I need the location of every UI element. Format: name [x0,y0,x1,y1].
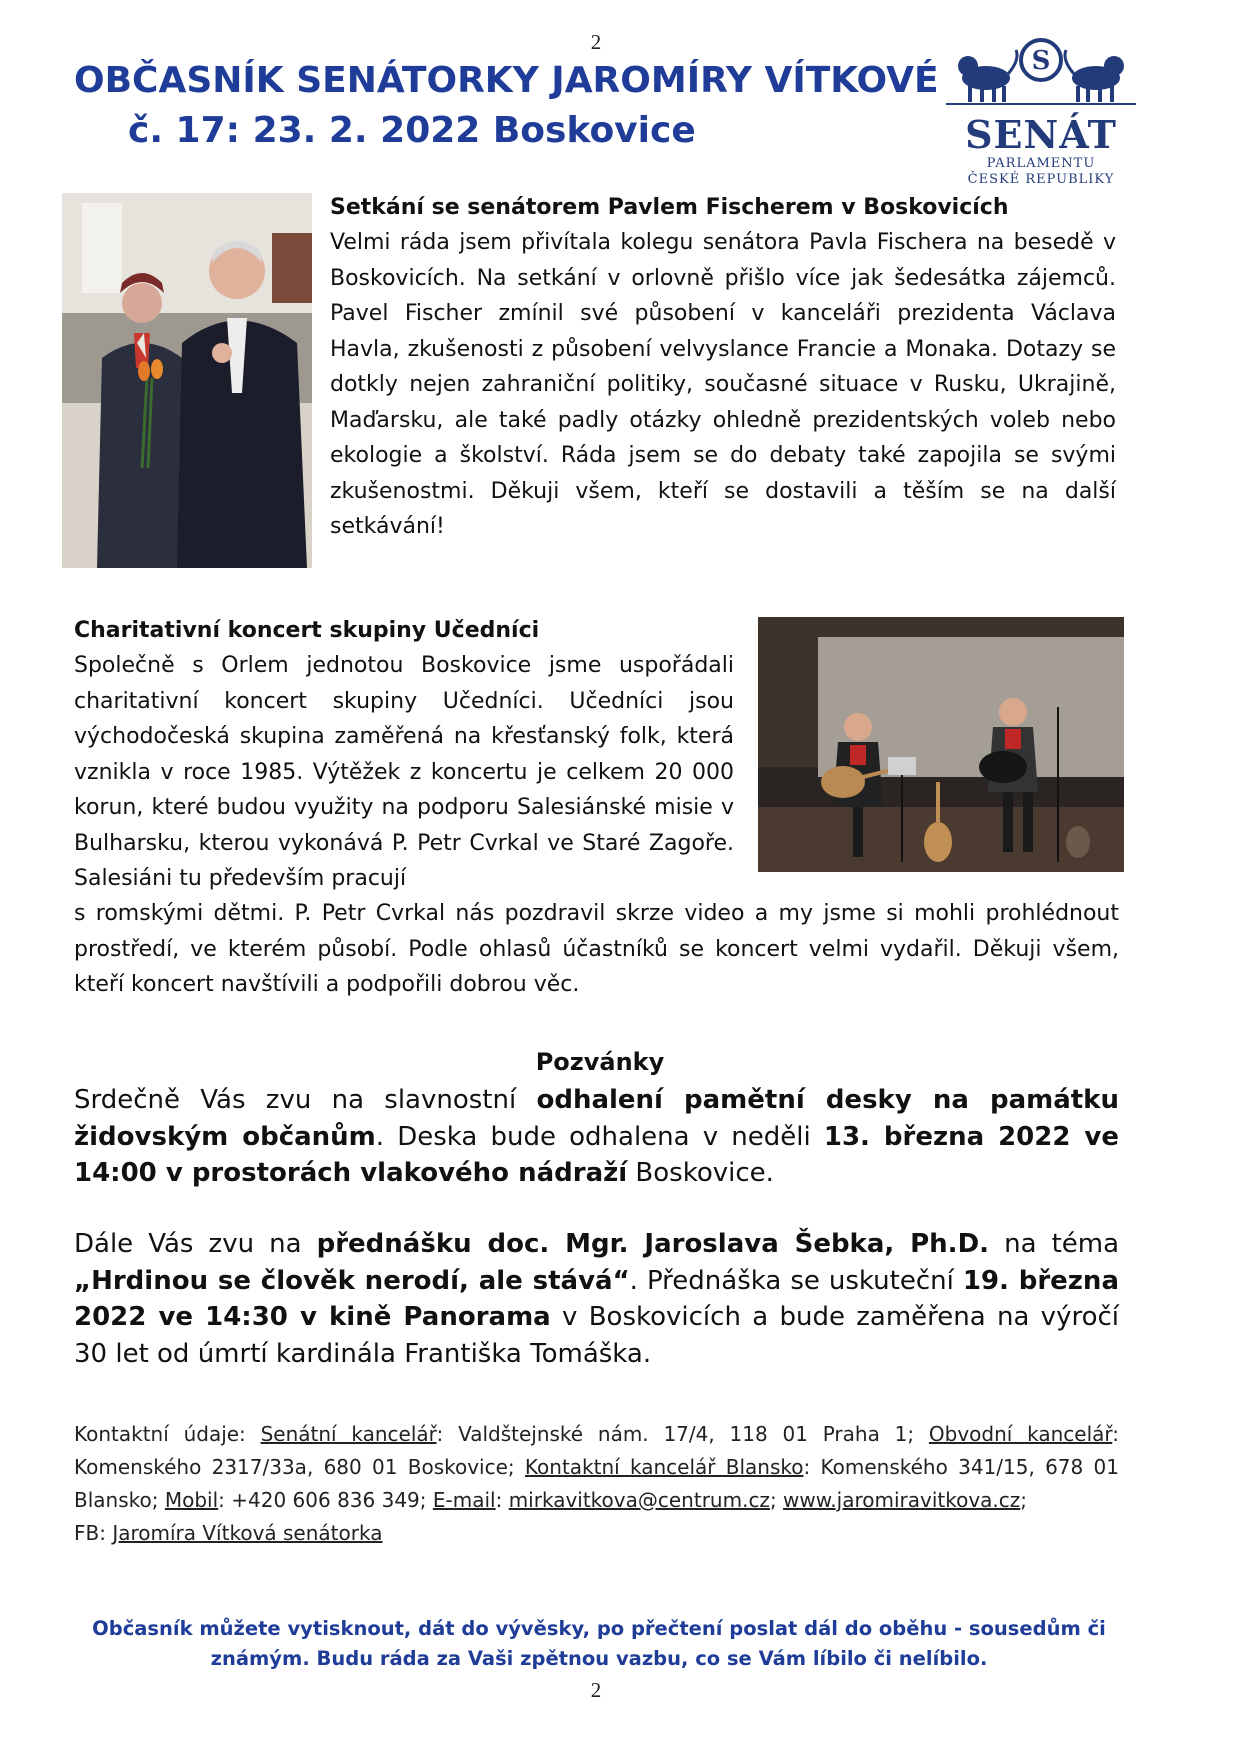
invitation-memorial: Srdečně Vás zvu na slavnostní odhalení pamětní desky na památku židovským občanům. Deska bude odhalena v neděli 13. března 2022 ve 14:00 v prostorách vlakového nádraží Boskovice. [74,1085,1119,1188]
article2-heading: Charitativní koncert skupiny Učedníci [74,618,540,643]
invitation-lecture: Dále Vás zvu na přednášku doc. Mgr. Jaroslava Šebka, Ph.D. na téma „Hrdinou se člověk nerodí, ale stává“. Přednáška se uskuteční 19. března 2022 ve 14:30 v kině Panorama v Boskovicích a bude zaměřena na výročí 30 let od úmrtí kardinála Františka Tomáška. [74,1229,1120,1369]
article1-body: Velmi ráda jsem přivítala kolegu senátora Pavla Fischera na besedě v Boskovicích. Na setkání v orlovně přišlo více jak šedesátka zájemců. Pavel Fischer zmínil své působení v kanceláři prezidenta Václava Havla, zkušenosti z působení velvyslance Francie a Monaka. Dotazy se dotkly nejen zahraniční politiky, současné situace v Rusku, Ukrajině, Maďarsku, ale také padly otázky ohledně prezidentských voleb nebo ekologie a školství. Ráda jsem se do debaty také zapojila se svými zkušenostmi. Děkuji všem, kteří se dostavili a těším se na další setkávání! [330,230,1116,539]
website-link[interactable]: www.jaromiravitkova.cz [783,1488,1021,1512]
senate-sub2: ČESKÉ REPUBLIKY [967,172,1115,187]
email-label: E-mail [432,1488,496,1512]
senate-emblem-icon [946,30,1136,110]
page-number-bottom: 2 [590,1678,602,1702]
district-office-link: Obvodní kancelář [928,1422,1113,1446]
article2-body-side: Společně s Orlem jednotou Boskovice jsme uspořádali charitativní koncert skupiny Učedníci. Učedníci jsou východočeská skupina zaměřená na křesťanský folk, která vznikla v roce 1985. Výtěžek z koncertu je celkem 20 000 korun, které budou využity na podporu Salesiánské misie v Bulharsku, kterou vykonává P. Petr Cvrkal ve Staré Zagoře. Salesiáni tu především pracují [74,653,734,891]
contact-info: Kontaktní údaje: Senátní kancelář: Valdštejnské nám. 17/4, 118 01 Praha 1; Obvodní kancelář: Komenského 2317/33a, 680 01 Boskovice; Kontaktní kancelář Blansko: Komenského 341/15, 678 01 Blansko; Mobil: +420 606 836 349; E-mail: mirkavitkova@centrum.cz; www.jaromiravitkova.cz; FB: Jaromíra Vítková senátorka [74,1422,1119,1545]
meeting-photo [62,193,312,568]
article1-heading: Setkání se senátorem Pavlem Fischerem v Boskovicích [330,195,1009,220]
concert-photo [758,617,1124,872]
emblem-letter: S [1031,46,1051,76]
senate-logo [946,30,1136,190]
footer-note: Občasník můžete vytisknout, dát do vývěsky, po přečtení poslat dál do oběhu - sousedům či známým. Budu ráda za Vaši zpětnou vazbu, co se Vám líbilo či nelíbilo. [92,1617,1106,1670]
blansko-office-link: Kontaktní kancelář Blansko [524,1455,804,1479]
senate-name: SENÁT [965,112,1117,157]
invitations-heading: Pozvánky [535,1048,665,1076]
email-link[interactable]: mirkavitkova@centrum.cz [508,1488,770,1512]
mobile-label: Mobil [164,1488,219,1512]
senate-sub1: PARLAMENTU [986,156,1096,171]
senate-office-link: Senátní kancelář [260,1422,437,1446]
newsletter-title: OBČASNÍK SENÁTORKY JAROMÍRY VÍTKOVÉ [74,60,939,101]
issue-line: č. 17: 23. 2. 2022 Boskovice [128,110,696,151]
facebook-link[interactable]: Jaromíra Vítková senátorka [112,1521,383,1545]
page-number-top: 2 [590,30,602,54]
article2-body-full: s romskými dětmi. P. Petr Cvrkal nás pozdravil skrze video a my jsme si mohli prohlédnout prostředí, ve kterém působí. Podle ohlasů účastníků se koncert velmi vydařil. Děkuji všem, kteří koncert navštívili a podpořili dobrou věc. [74,901,1119,997]
